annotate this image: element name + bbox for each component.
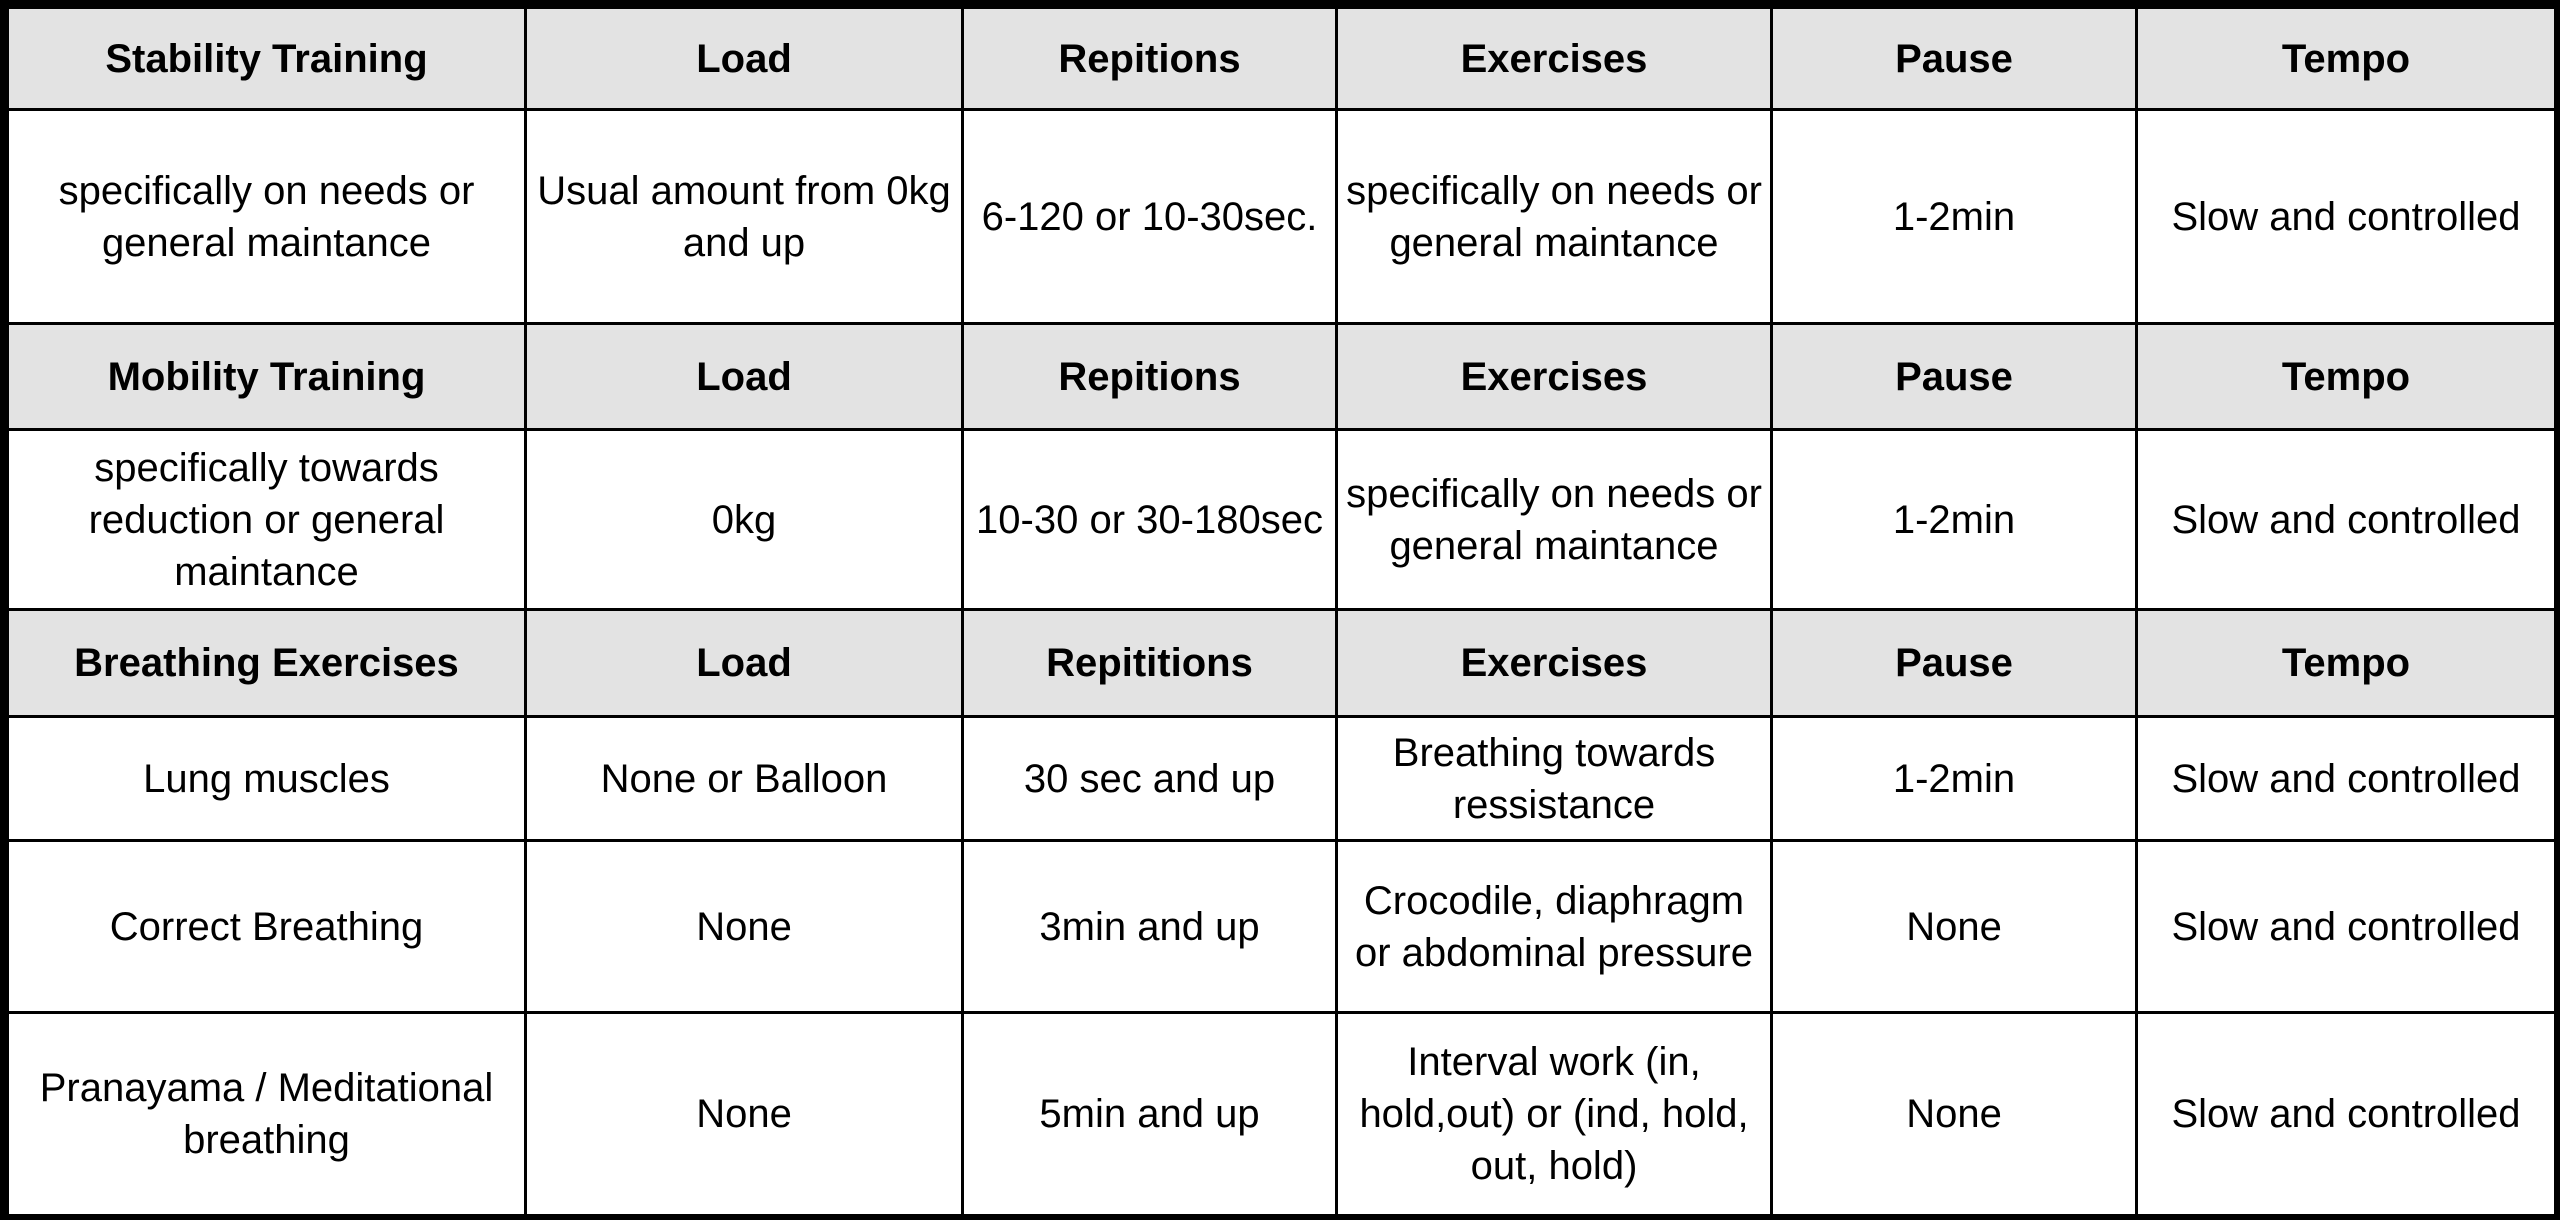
cell-pause: 1-2min bbox=[1772, 110, 2137, 324]
cell-exercises: Crocodile, diaphragm or abdominal pressure bbox=[1337, 841, 1772, 1013]
cell-pause: 1-2min bbox=[1772, 717, 2137, 841]
cell-pause: 1-2min bbox=[1772, 430, 2137, 610]
cell-category: specifically on needs or general maintance bbox=[8, 110, 526, 324]
header-cell-pause: Pause bbox=[1772, 8, 2137, 110]
mobility-header-row bbox=[8, 324, 2556, 430]
header-cell-repetitions: Repititions bbox=[963, 610, 1337, 717]
cell-tempo: Slow and controlled bbox=[2137, 110, 2556, 324]
cell-category: Correct Breathing bbox=[8, 841, 526, 1013]
cell-load: None or Balloon bbox=[526, 717, 963, 841]
cell-tempo: Slow and controlled bbox=[2137, 717, 2556, 841]
header-cell-load: Load bbox=[526, 324, 963, 430]
cell-repetitions: 3min and up bbox=[963, 841, 1337, 1013]
header-cell-load: Load bbox=[526, 8, 963, 110]
header-cell-pause: Pause bbox=[1772, 324, 2137, 430]
breathing-header-row bbox=[8, 610, 2556, 717]
table-row bbox=[8, 110, 2556, 324]
header-cell-tempo: Tempo bbox=[2137, 324, 2556, 430]
table-row bbox=[8, 841, 2556, 1013]
cell-exercises: Breathing towards ressistance bbox=[1337, 717, 1772, 841]
header-cell-tempo: Tempo bbox=[2137, 8, 2556, 110]
cell-category: Pranayama / Meditational breathing bbox=[8, 1013, 526, 1216]
cell-tempo: Slow and controlled bbox=[2137, 430, 2556, 610]
cell-category: Lung muscles bbox=[8, 717, 526, 841]
cell-load: None bbox=[526, 1013, 963, 1216]
header-cell-exercises: Exercises bbox=[1337, 324, 1772, 430]
header-cell-pause: Pause bbox=[1772, 610, 2137, 717]
cell-tempo: Slow and controlled bbox=[2137, 841, 2556, 1013]
header-cell-exercises: Exercises bbox=[1337, 8, 1772, 110]
training-table bbox=[6, 6, 2557, 1217]
cell-repetitions: 10-30 or 30-180sec bbox=[963, 430, 1337, 610]
cell-exercises: Interval work (in, hold,out) or (ind, hold, out, hold) bbox=[1337, 1013, 1772, 1216]
cell-load: None bbox=[526, 841, 963, 1013]
table-row bbox=[8, 430, 2556, 610]
cell-repetitions: 5min and up bbox=[963, 1013, 1337, 1216]
cell-exercises: specifically on needs or general maintance bbox=[1337, 110, 1772, 324]
cell-tempo: Slow and controlled bbox=[2137, 1013, 2556, 1216]
header-cell-exercises: Exercises bbox=[1337, 610, 1772, 717]
header-cell-repetitions: Repitions bbox=[963, 8, 1337, 110]
table-row bbox=[8, 1013, 2556, 1216]
cell-load: Usual amount from 0kg and up bbox=[526, 110, 963, 324]
cell-exercises: specifically on needs or general maintance bbox=[1337, 430, 1772, 610]
cell-repetitions: 6-120 or 10-30sec. bbox=[963, 110, 1337, 324]
table-row bbox=[8, 717, 2556, 841]
header-cell-tempo: Tempo bbox=[2137, 610, 2556, 717]
header-cell-category: Mobility Training bbox=[8, 324, 526, 430]
cell-category: specifically towards reduction or general maintance bbox=[8, 430, 526, 610]
stability-header-row bbox=[8, 8, 2556, 110]
header-cell-category: Stability Training bbox=[8, 8, 526, 110]
header-cell-category: Breathing Exercises bbox=[8, 610, 526, 717]
cell-pause: None bbox=[1772, 841, 2137, 1013]
cell-load: 0kg bbox=[526, 430, 963, 610]
header-cell-repetitions: Repitions bbox=[963, 324, 1337, 430]
header-cell-load: Load bbox=[526, 610, 963, 717]
cell-repetitions: 30 sec and up bbox=[963, 717, 1337, 841]
cell-pause: None bbox=[1772, 1013, 2137, 1216]
